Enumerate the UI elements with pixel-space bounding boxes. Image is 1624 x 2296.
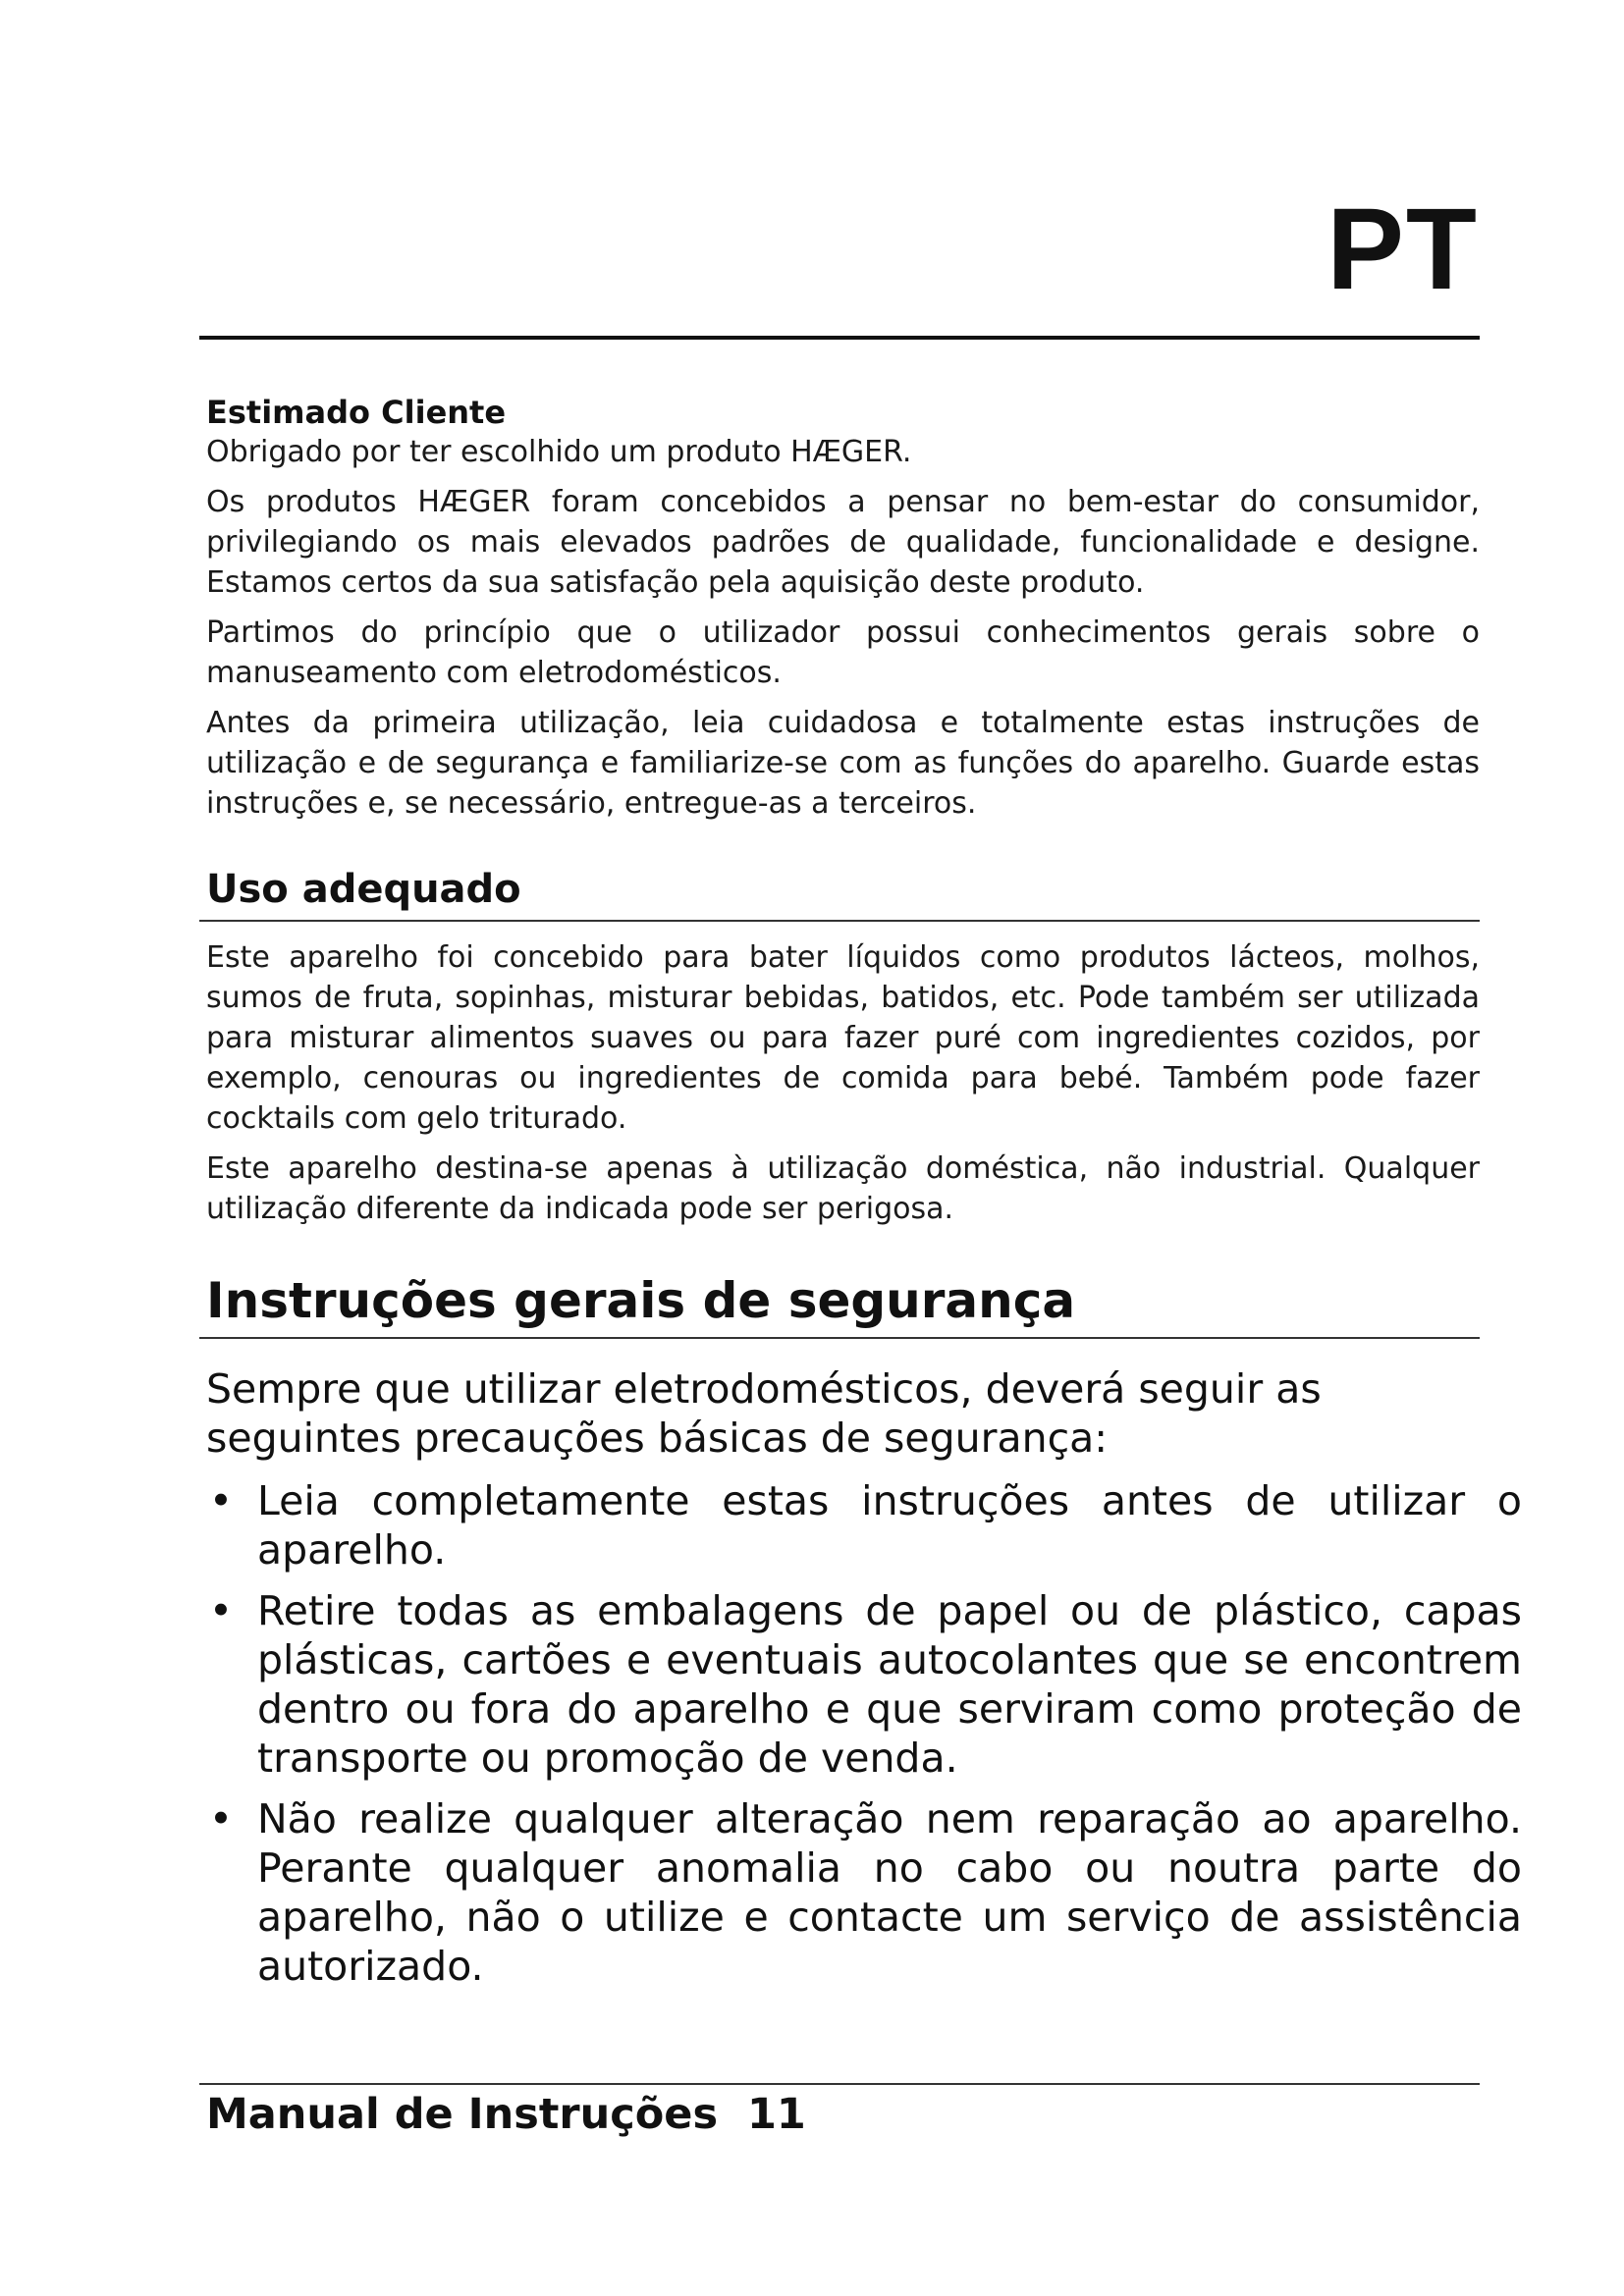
intro-title: Estimado Cliente [206,394,507,431]
footer-page-label: Manual de Instruções 11 [206,2090,806,2139]
bullet-icon: • [208,1477,234,1524]
safety-list [206,1476,1522,1991]
list-item [206,1586,1522,1783]
intro-paragraph: Partimos do princípio que o utilizador possui conhecimentos gerais sobre o manuseamento com eletrodomésticos. [206,615,1480,690]
intro-paragraph: Os produtos HÆGER foram concebidos a pensar no bem-estar do consumidor, privilegiando os mais elevados padrões de qualidade, funcionalidade e designe. Estamos certos da sua satisfação pela aquisição deste produto. [206,485,1480,600]
uso-title: Uso adequado [199,863,1480,922]
uso-section [206,863,1480,1229]
safety-title: Instruções gerais de segurança [199,1268,1480,1339]
intro-paragraph: Antes da primeira utilização, leia cuidadosa e totalmente estas instruções de utilização e de segurança e familiarize-se com as funções do aparelho. Guarde estas instruções e, se necessário, entregue-as a terceiros. [206,706,1480,821]
list-item-text: Retire todas as embalagens de papel ou de plástico, capas plásticas, cartões e eventuais autocolantes que se encontrem dentro ou fora do aparelho e que serviram como proteção de transporte ou promoção de venda. [257,1587,1522,1782]
language-code: PT [1326,185,1479,314]
footer-divider [199,2083,1480,2085]
uso-paragraph: Este aparelho foi concebido para bater líquidos como produtos lácteos, molhos, sumos de fruta, sopinhas, misturar bebidas, batidos, etc. Pode também ser utilizada para misturar alimentos suaves ou para fazer puré com ingredientes cozidos, por exemplo, cenouras ou ingredientes de comida para bebé. Também pode fazer cocktails com gelo triturado. [206,940,1480,1136]
list-item-text: Não realize qualquer alteração nem reparação ao aparelho. Perante qualquer anomalia no cabo ou noutra parte do aparelho, não o utilize e contacte um serviço de assistência autorizado. [257,1795,1522,1990]
page-content [206,393,1522,2002]
header-divider [199,336,1480,340]
list-item-text: Leia completamente estas instruções antes de utilizar o aparelho. [257,1477,1522,1574]
bullet-icon: • [208,1587,234,1634]
safety-intro: Sempre que utilizar eletrodomésticos, deverá seguir as seguintes precauções básicas de segurança: [206,1365,1322,1462]
bullet-icon: • [208,1795,234,1842]
list-item [206,1476,1522,1575]
safety-section [206,1268,1522,1991]
list-item [206,1794,1522,1991]
intro-paragraph: Obrigado por ter escolhido um produto HÆGER. [206,435,912,469]
intro-section [206,393,1480,824]
uso-paragraph: Este aparelho destina-se apenas à utilização doméstica, não industrial. Qualquer utilização diferente da indicada pode ser perigosa. [206,1151,1480,1226]
